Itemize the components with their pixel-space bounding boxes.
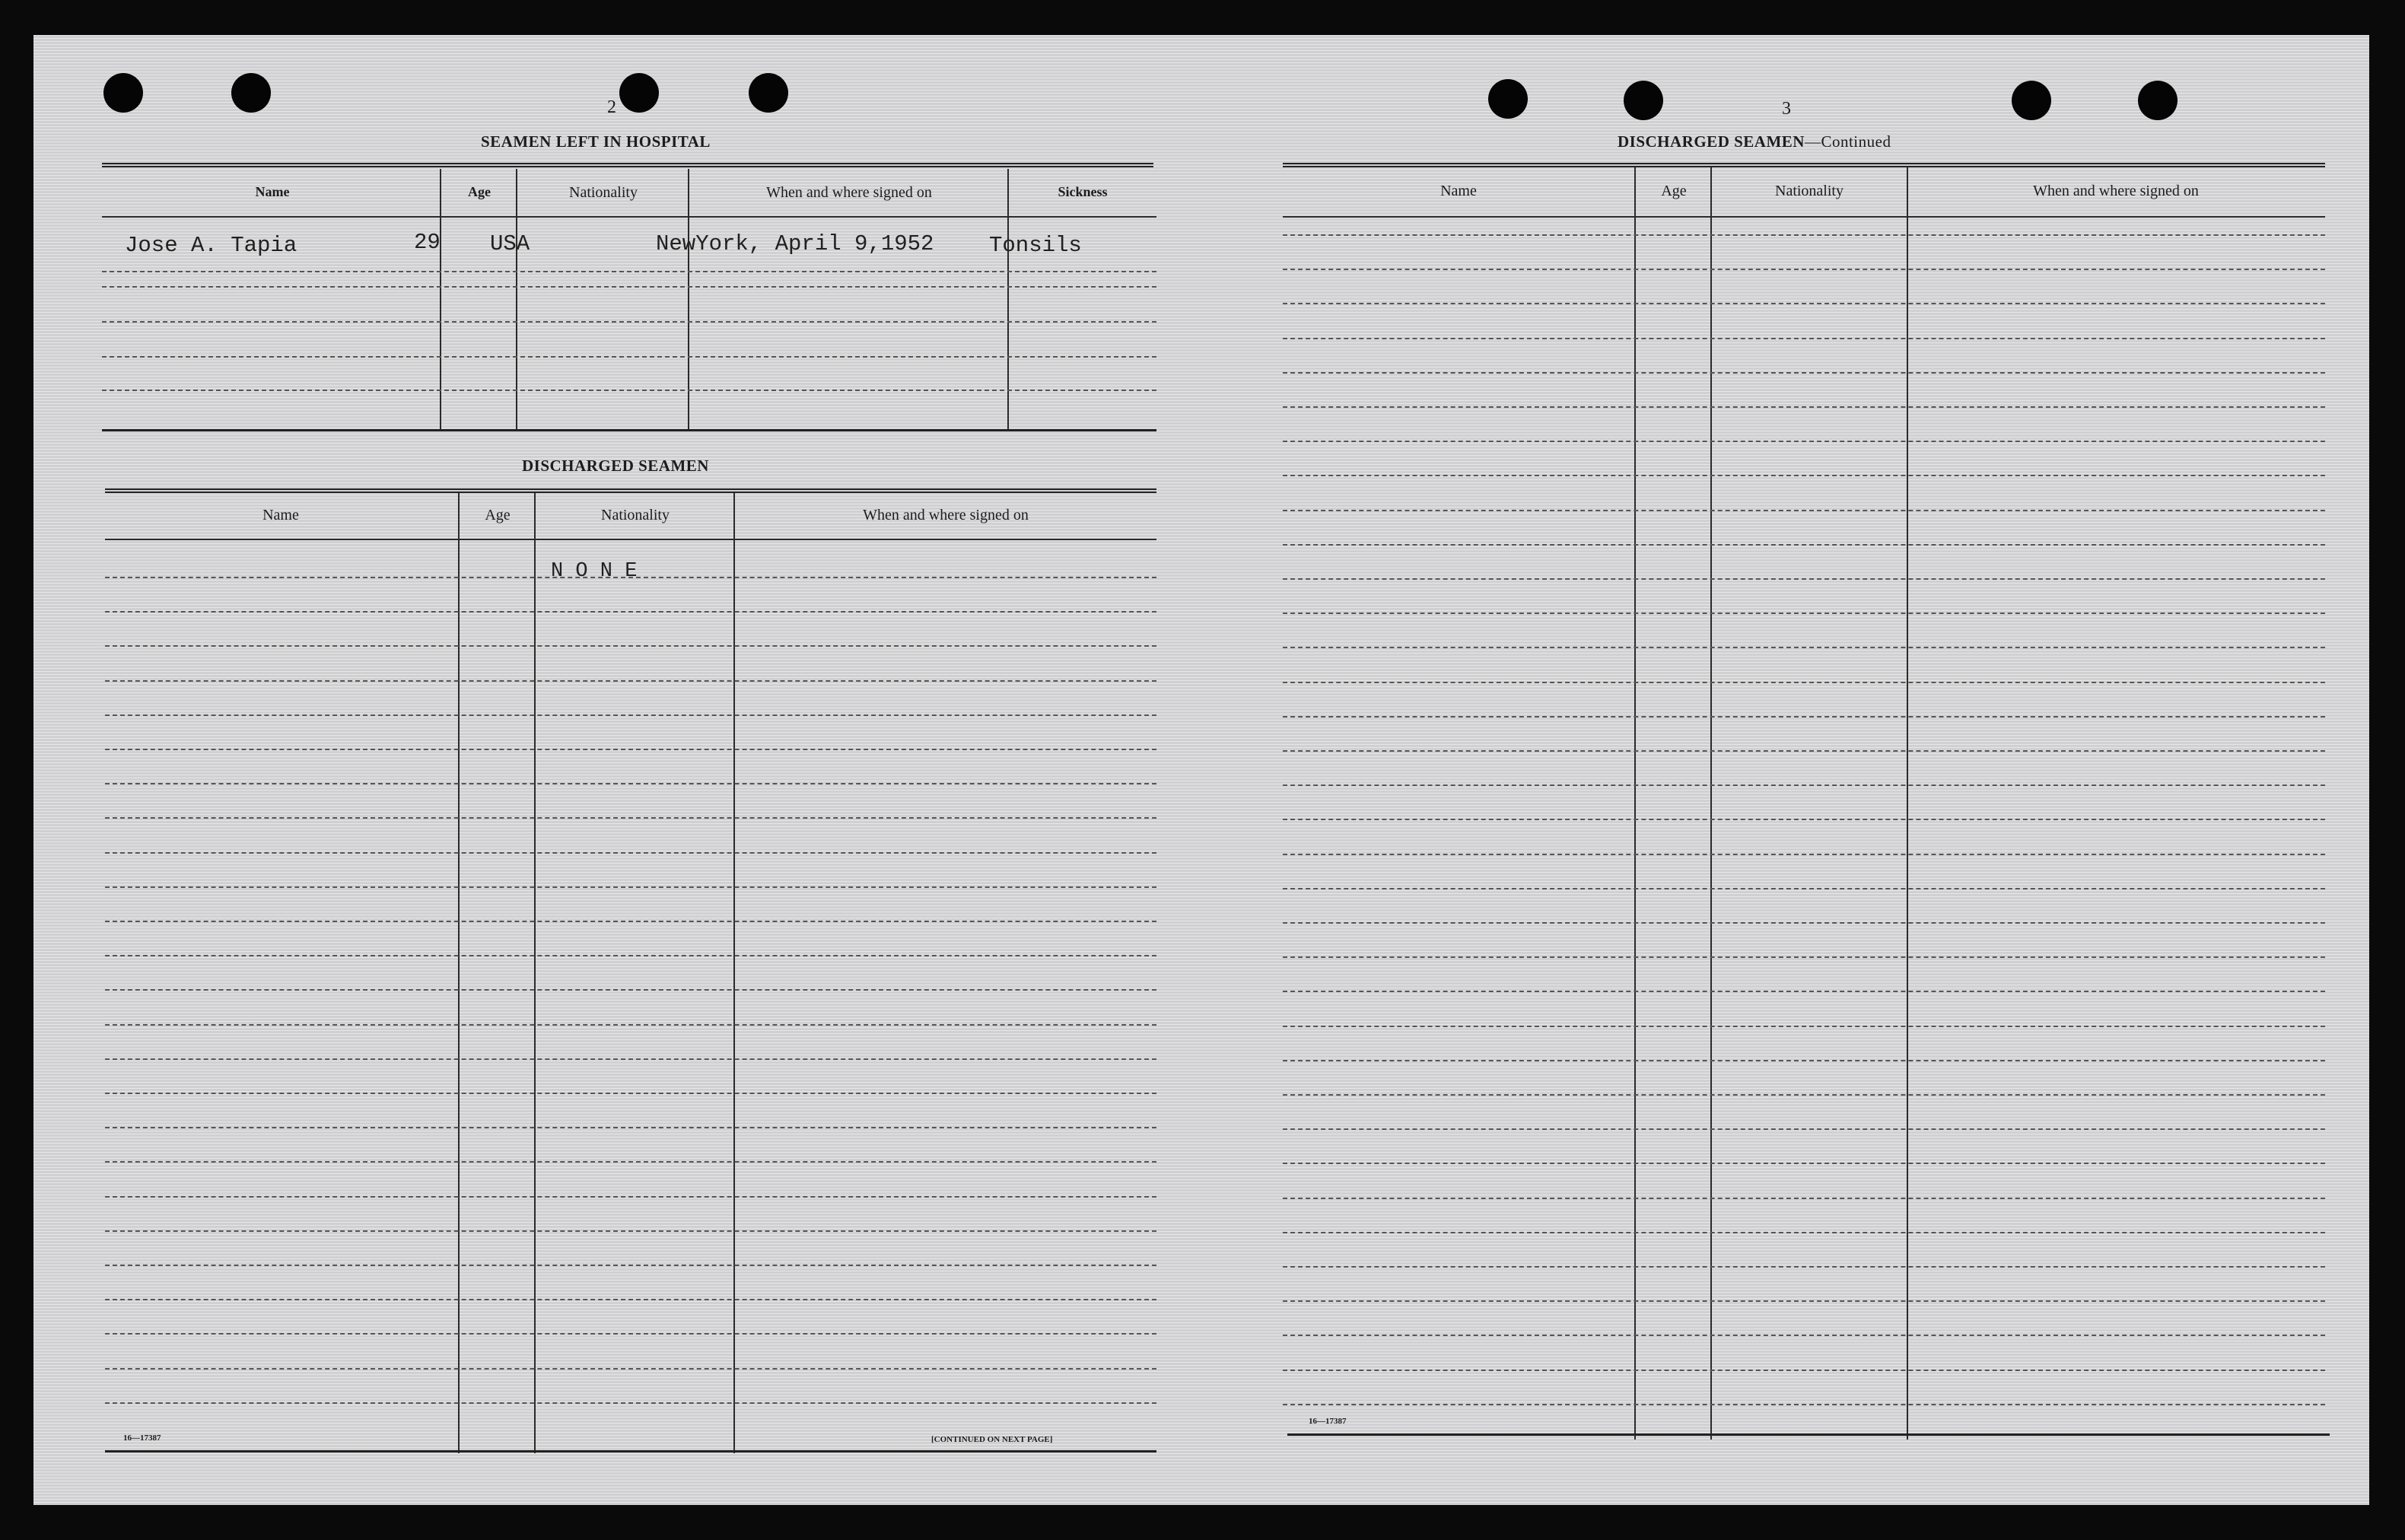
row-line (1283, 406, 2325, 408)
row-line (1283, 922, 2325, 924)
row-line (102, 390, 1156, 391)
row-line (1283, 1266, 2325, 1268)
row-line (1283, 1163, 2325, 1164)
row-line (1283, 544, 2325, 546)
row-line (1283, 269, 2325, 270)
col-header-sickness: Sickness (1058, 184, 1108, 199)
hospital-row-name: Jose A. Tapia (125, 233, 297, 258)
continued-note: [CONTINUED ON NEXT PAGE] (931, 1435, 1053, 1444)
column-divider (733, 493, 735, 1453)
discharged-section-title: DISCHARGED SEAMEN (522, 457, 709, 475)
row-line (1283, 991, 2325, 992)
row-line (105, 989, 1156, 991)
row-line (1283, 612, 2325, 614)
col-header-nationality: Nationality (1775, 183, 1844, 199)
col-header-signed-on: When and where signed on (766, 184, 932, 201)
row-line (102, 271, 1156, 272)
page-number: 3 (1782, 99, 1791, 119)
column-divider (534, 493, 536, 1453)
row-line (1283, 1198, 2325, 1199)
col-header-signed-on: When and where signed on (2033, 183, 2199, 199)
col-header-age: Age (468, 184, 491, 199)
punch-hole (749, 73, 788, 113)
hospital-bottom-rule (102, 429, 1156, 431)
header-separator (105, 539, 1156, 540)
row-line (105, 783, 1156, 784)
row-line (1283, 854, 2325, 855)
row-line (1283, 303, 2325, 304)
header-separator (1283, 216, 2325, 218)
row-line (105, 1093, 1156, 1094)
col-header-nationality: Nationality (569, 184, 638, 201)
row-line (1283, 1026, 2325, 1027)
row-line (102, 286, 1156, 288)
right-bottom-rule (1287, 1433, 2330, 1436)
row-line (1283, 578, 2325, 580)
row-line (105, 886, 1156, 888)
row-line (1283, 441, 2325, 442)
row-line (105, 680, 1156, 682)
row-line (105, 577, 1156, 578)
form-number: 16—17387 (1309, 1417, 1347, 1426)
hospital-section-title: SEAMEN LEFT IN HOSPITAL (481, 132, 711, 151)
row-line (1283, 1060, 2325, 1061)
discharged-none-note: N O N E (551, 560, 638, 583)
discharged-bottom-rule (105, 1450, 1156, 1452)
column-divider (458, 493, 460, 1453)
discharged-top-rule (105, 488, 1156, 493)
row-line (105, 1333, 1156, 1335)
col-header-signed-on: When and where signed on (863, 507, 1029, 523)
column-divider (1710, 167, 1712, 1440)
hospital-row-signed-on: NewYork, April 9,1952 (656, 231, 934, 256)
row-line (105, 1058, 1156, 1060)
col-header-nationality: Nationality (601, 507, 670, 523)
form-number: 16—17387 (123, 1433, 161, 1443)
col-header-age: Age (485, 507, 511, 523)
column-divider (1007, 169, 1009, 431)
row-line (1283, 1128, 2325, 1130)
hospital-row-age: 29 (414, 230, 441, 255)
row-line (105, 1402, 1156, 1404)
right-top-rule (1283, 163, 2325, 167)
column-divider (516, 169, 517, 431)
row-line (105, 852, 1156, 854)
row-line (1283, 784, 2325, 786)
row-line (105, 1196, 1156, 1198)
row-line (105, 645, 1156, 647)
row-line (1283, 1370, 2325, 1371)
document-sheet (33, 35, 2369, 1505)
row-line (1283, 1232, 2325, 1233)
punch-hole (2012, 81, 2051, 120)
row-line (105, 611, 1156, 612)
row-line (105, 1161, 1156, 1163)
column-divider (1907, 167, 1908, 1440)
row-line (105, 955, 1156, 956)
punch-hole (1488, 79, 1528, 119)
punch-hole (1624, 81, 1663, 120)
row-line (1283, 1094, 2325, 1096)
row-line (105, 749, 1156, 750)
row-line (1283, 338, 2325, 339)
row-line (1283, 475, 2325, 476)
col-header-name: Name (1440, 183, 1477, 199)
row-line (105, 1024, 1156, 1026)
row-line (1283, 647, 2325, 648)
page-number: 2 (607, 97, 616, 117)
row-line (105, 1368, 1156, 1370)
row-line (1283, 682, 2325, 683)
title-main: DISCHARGED SEAMEN (1618, 132, 1805, 151)
row-line (1283, 819, 2325, 820)
title-suffix: —Continued (1804, 132, 1891, 151)
col-header-name: Name (262, 507, 299, 523)
hospital-row-nationality: USA (490, 231, 530, 256)
column-divider (1634, 167, 1636, 1440)
punch-hole (103, 73, 143, 113)
row-line (105, 1299, 1156, 1300)
row-line (1283, 234, 2325, 236)
punch-hole (2138, 81, 2178, 120)
header-separator (102, 216, 1156, 218)
hospital-top-rule (102, 163, 1153, 167)
row-line (1283, 750, 2325, 752)
col-header-name: Name (255, 184, 290, 199)
col-header-age: Age (1661, 183, 1687, 199)
punch-hole (231, 73, 271, 113)
discharged-continued-title (1618, 132, 1891, 151)
row-line (102, 321, 1156, 323)
row-line (105, 921, 1156, 922)
row-line (1283, 1404, 2325, 1405)
row-line (1283, 510, 2325, 511)
row-line (1283, 1335, 2325, 1336)
punch-hole (619, 73, 659, 113)
row-line (1283, 1300, 2325, 1302)
row-line (105, 1127, 1156, 1128)
column-divider (688, 169, 689, 431)
hospital-row-sickness: Tonsils (989, 233, 1082, 258)
row-line (1283, 956, 2325, 958)
row-line (105, 1265, 1156, 1266)
row-line (105, 714, 1156, 716)
row-line (102, 356, 1156, 358)
row-line (105, 1230, 1156, 1232)
row-line (1283, 888, 2325, 889)
column-divider (440, 169, 441, 431)
row-line (1283, 716, 2325, 718)
row-line (1283, 372, 2325, 374)
row-line (105, 817, 1156, 819)
